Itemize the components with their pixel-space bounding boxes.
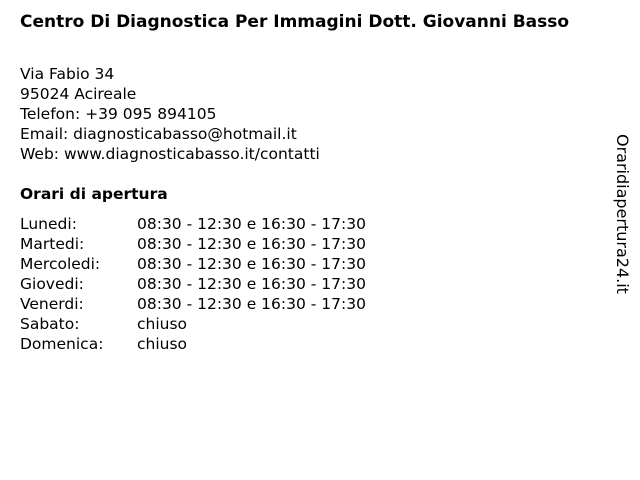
day-hours: chiuso bbox=[137, 335, 188, 353]
day-label: Venerdi: bbox=[20, 295, 84, 313]
side-brand-watermark: Oraridiapertura24.it bbox=[613, 134, 632, 294]
phone[interactable]: Telefon: +39 095 894105 bbox=[20, 105, 217, 123]
day-hours: 08:30 - 12:30 e 16:30 - 17:30 bbox=[137, 255, 366, 273]
hours-row-venerdi bbox=[20, 294, 366, 314]
day-hours: 08:30 - 12:30 e 16:30 - 17:30 bbox=[137, 235, 366, 253]
email[interactable]: Email: diagnosticabasso@hotmail.it bbox=[20, 125, 297, 143]
hours-row-martedi bbox=[20, 234, 366, 254]
address-block bbox=[20, 64, 320, 164]
day-hours: 08:30 - 12:30 e 16:30 - 17:30 bbox=[137, 295, 366, 313]
day-label: Martedi: bbox=[20, 235, 85, 253]
city: 95024 Acireale bbox=[20, 85, 137, 103]
hours-row-giovedi bbox=[20, 274, 366, 294]
hours-row-sabato bbox=[20, 314, 366, 334]
day-label: Giovedi: bbox=[20, 275, 84, 293]
day-hours: 08:30 - 12:30 e 16:30 - 17:30 bbox=[137, 215, 366, 233]
hours-heading: Orari di apertura bbox=[20, 185, 168, 203]
hours-table bbox=[20, 214, 366, 354]
day-label: Lunedi: bbox=[20, 215, 77, 233]
day-hours: chiuso bbox=[137, 315, 188, 333]
day-label: Domenica: bbox=[20, 335, 104, 353]
day-hours: 08:30 - 12:30 e 16:30 - 17:30 bbox=[137, 275, 366, 293]
day-label: Mercoledi: bbox=[20, 255, 101, 273]
hours-row-lunedi bbox=[20, 214, 366, 234]
street-address: Via Fabio 34 bbox=[20, 65, 115, 83]
business-name: Centro Di Diagnostica Per Immagini Dott. Giovanni Basso bbox=[20, 12, 570, 32]
day-label: Sabato: bbox=[20, 315, 80, 333]
website[interactable]: Web: www.diagnosticabasso.it/contatti bbox=[20, 145, 320, 163]
hours-row-mercoledi bbox=[20, 254, 366, 274]
hours-row-domenica bbox=[20, 334, 366, 354]
